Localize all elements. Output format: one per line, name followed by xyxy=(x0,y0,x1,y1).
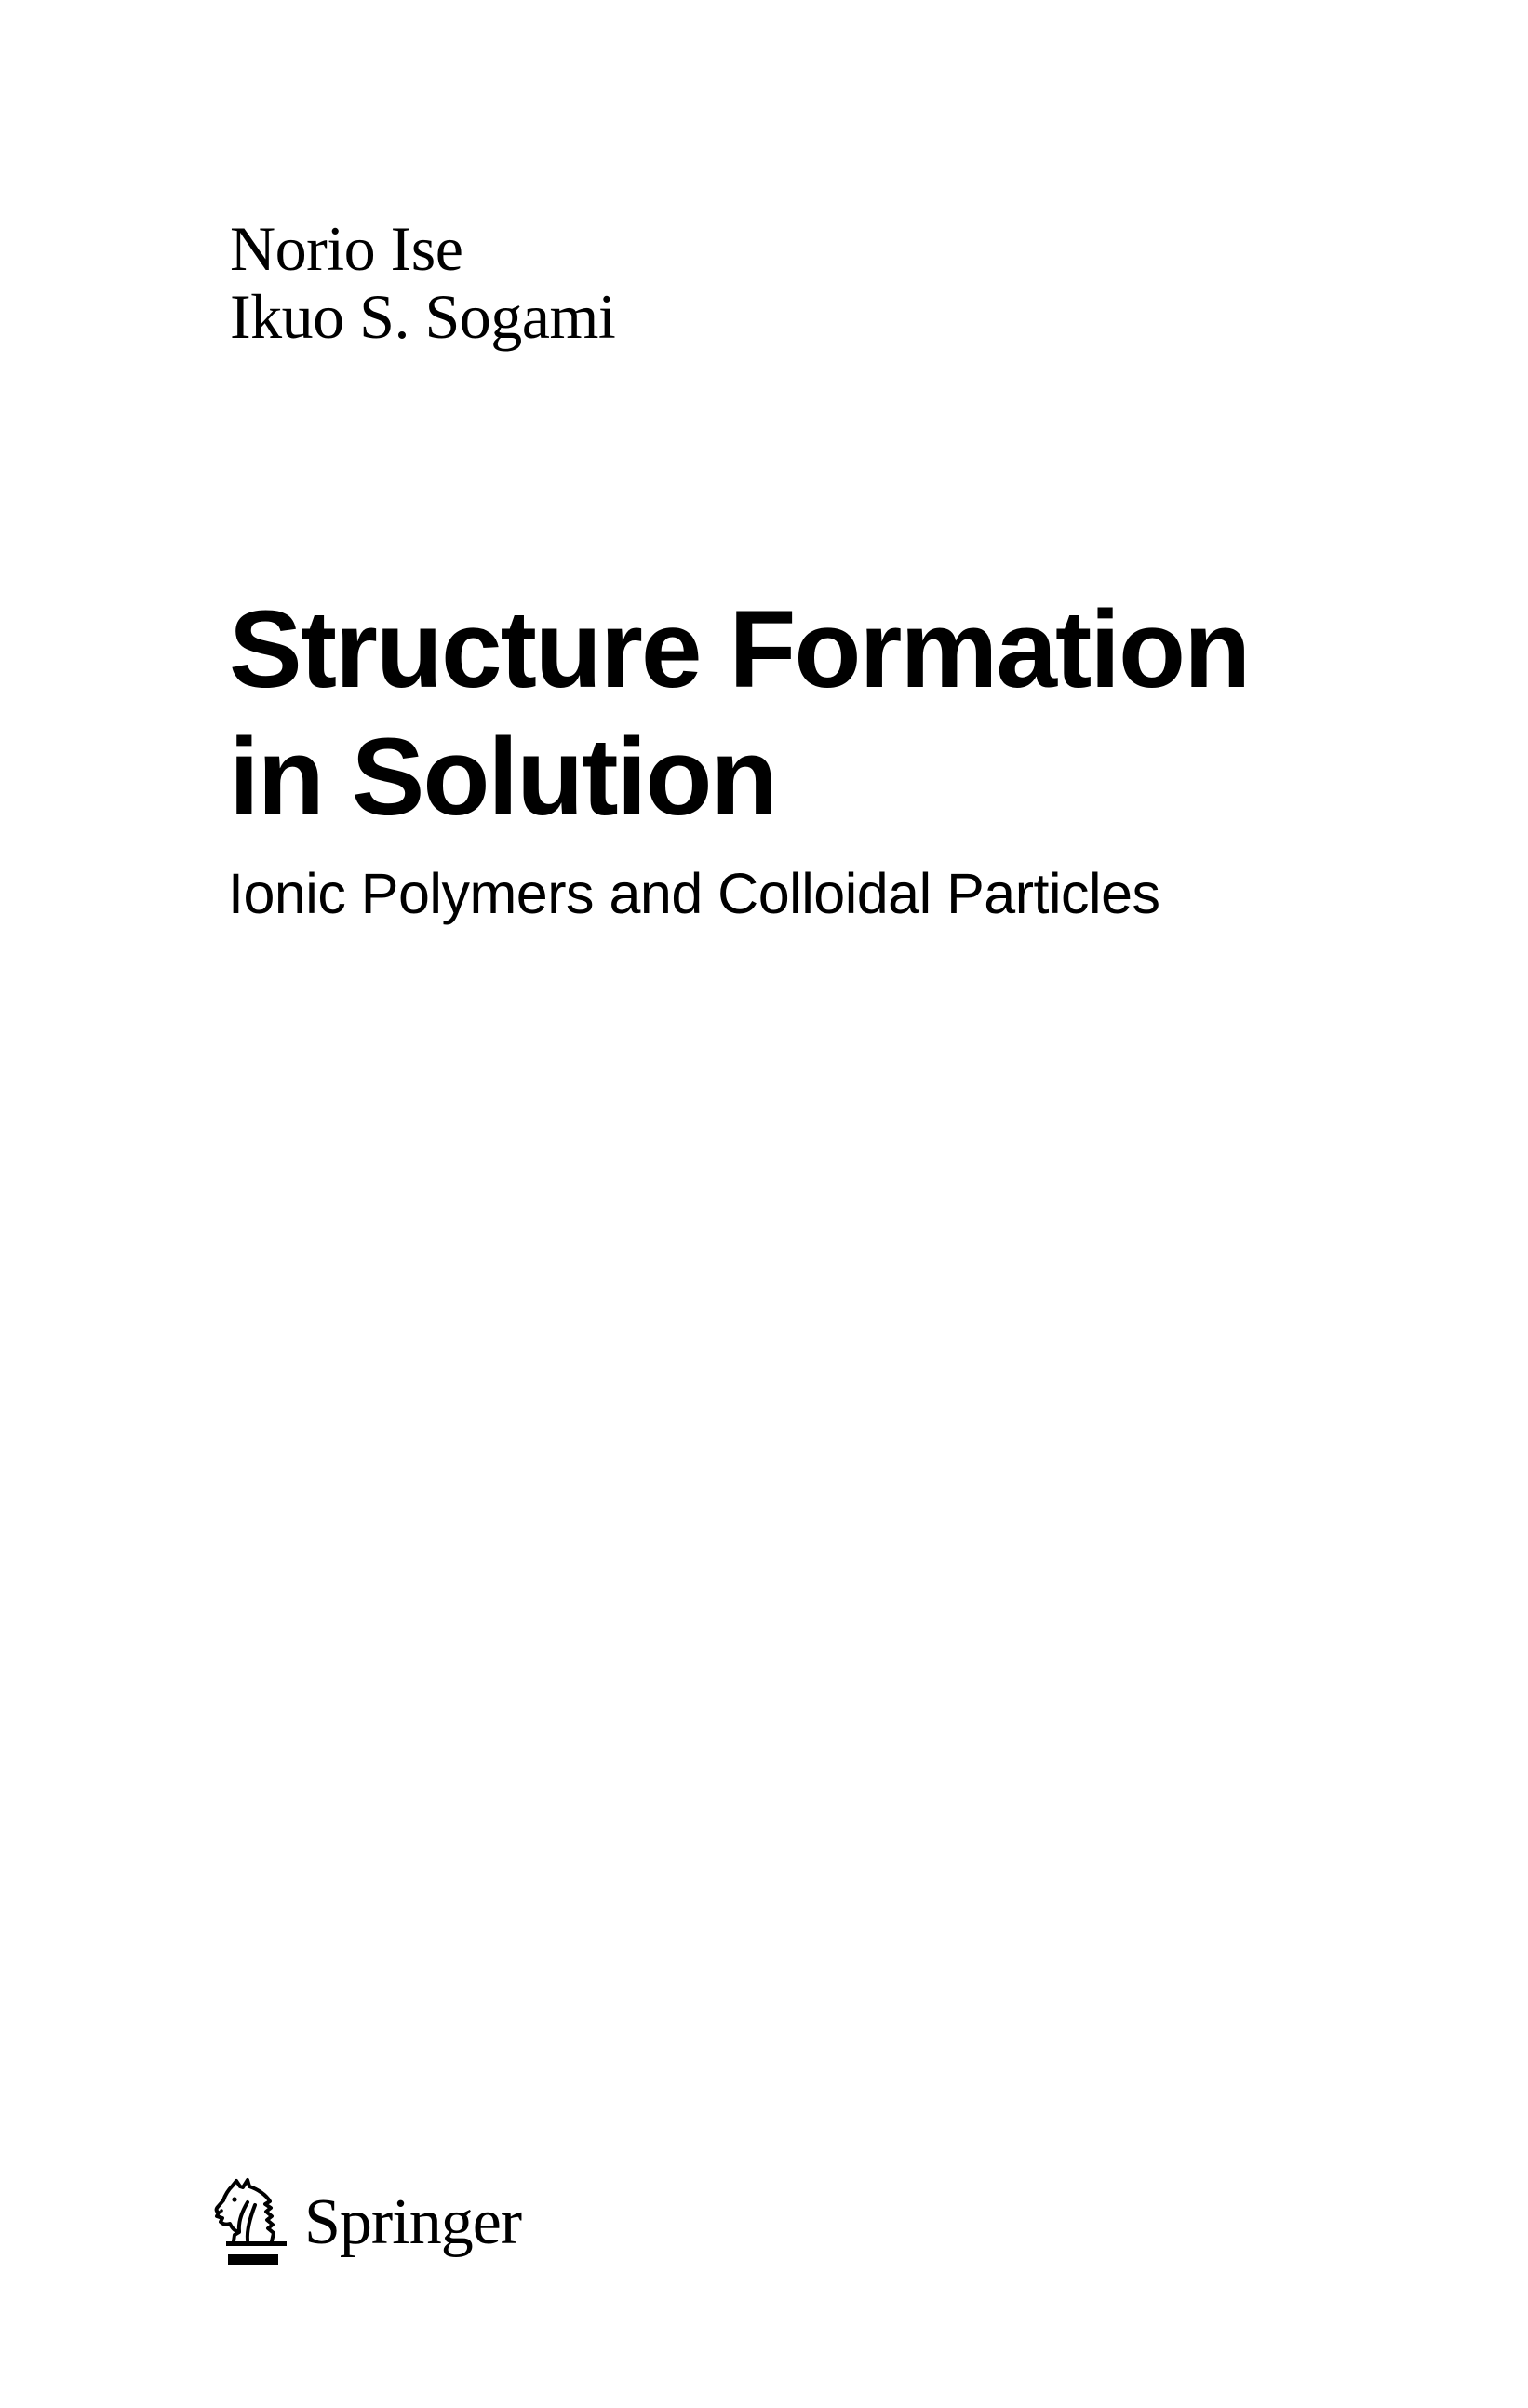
book-title-line-1: Structure Formation xyxy=(229,588,1250,711)
book-title xyxy=(229,586,1249,841)
author-line-1: Norio Ise xyxy=(230,213,463,284)
knight-nostril xyxy=(220,2209,223,2213)
author-names xyxy=(230,215,615,351)
springer-knight-icon xyxy=(214,2176,293,2269)
author-line-2: Ikuo S. Sogami xyxy=(230,281,616,352)
book-subtitle: Ionic Polymers and Colloidal Particles xyxy=(228,862,1160,925)
publisher-name: Springer xyxy=(304,2186,522,2258)
knight-eye xyxy=(232,2197,236,2201)
book-title-line-2: in Solution xyxy=(229,716,776,839)
logo-baseline-bar xyxy=(226,2241,287,2246)
publisher-logo xyxy=(214,2176,605,2269)
logo-pedestal-bar xyxy=(228,2254,278,2265)
